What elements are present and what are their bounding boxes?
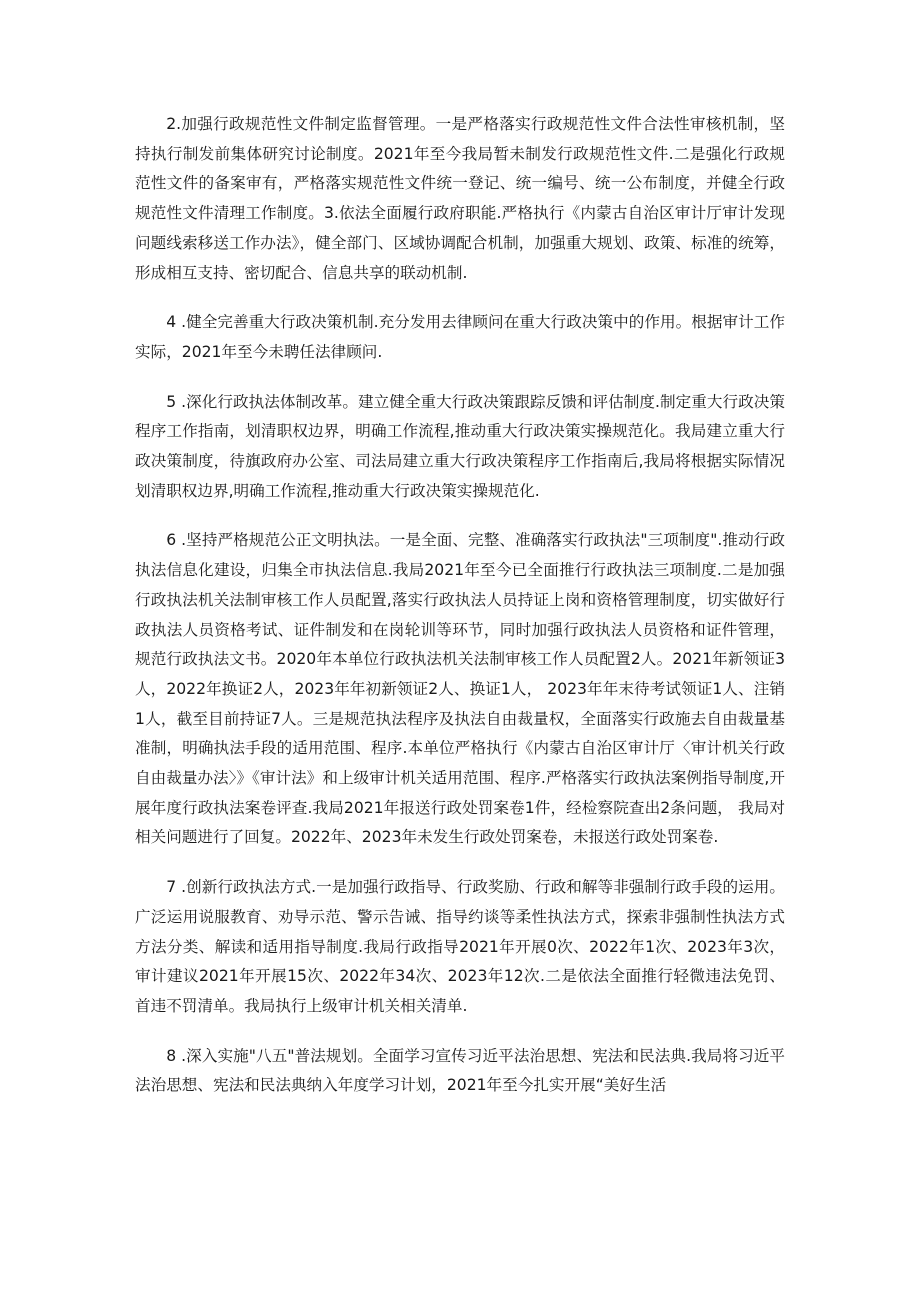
document-body bbox=[135, 110, 785, 1121]
paragraph-5-law-enforcement-reform: 5 .深化行政执法体制改革。建立健全重大行政决策跟踪反馈和评估制度.制定重大行政决策程序工作指南，划清职权边界，明确工作流程,推动重大行政决策实操规范化。我局建立重大行政决策制度，待旗政府办公室、司法局建立重大行政决策程序工作指南后,我局将根据实际情况划清职权边界,明确工作流程,推动重大行政决策实操规范化. bbox=[135, 392, 785, 500]
paragraph-6-strict-enforcement: 6 .坚持严格规范公正文明执法。一是全面、完整、准确落实行政执法"三项制度".推动行政执法信息化建设，归集全市执法信息.我局2021年至今已全面推行行政执法三项制度.二是加强行政执法机关法制审核工作人员配置,落实行政执法人员持证上岗和资格管理制度，切实做好行政执法人员资格考试、证件制发和在岗轮训等环节，同时加强行政执法人员资格和证件管理，规范行政执法文书。2020年本单位行政执法机关法制审核工作人员配置2人。2021年新领证3人，2022年换证2人，2023年年初新领证2人、换证1人， 2023年年末待考试领证1人、注销1人，截至目前持证7人。三是规范执法程序及执法自由裁量权，全面落实行政施去自由裁量基准制，明确执法手段的适用范围、程序.本单位严格执行《内蒙古自治区审计厅〈审计机关行政自由裁量办法〉》《审计法》和上级审计机关适用范围、程序.严格落实行政执法案例指导制度,开展年度行政执法案卷评查.我局2021年报送行政处罚案卷1件，经检察院查出2条问题， 我局对相关问题进行了回复。2022年、2023年未发生行政处罚案卷，未报送行政处罚案卷. bbox=[135, 531, 785, 847]
paragraph-7-enforcement-methods: 7 .创新行政执法方式.一是加强行政指导、行政奖励、行政和解等非强制行政手段的运用。广泛运用说服教育、劝导示范、警示告诫、指导约谈等柔性执法方式，探索非强制性执法方式方法分类、解读和适用指导制度.我局行政指导2021年开展0次、2022年1次、2023年3次，审计建议2021年开展15次、2022年34次、2023年12次.二是依法全面推行轻微违法免罚、首违不罚清单。我局执行上级审计机关相关清单. bbox=[135, 878, 785, 1015]
paragraph-2-normative-documents: 2.加强行政规范性文件制定监督管理。一是严格落实行政规范性文件合法性审核机制，坚持执行制发前集体研究讨论制度。2021年至今我局暂未制发行政规范性文件.二是强化行政规范性文件的备案审有，严格落实规范性文件统一登记、统一编号、统一公布制度，并健全行政规范性文件清理工作制度。3.依法全面履行政府职能.严格执行《内蒙古自治区审计厅审计发现问题线索移送工作办法》，健全部门、区域协调配合机制，加强重大规划、政策、标准的统筹，形成相互支持、密切配合、信息共享的联动机制. bbox=[135, 115, 785, 282]
paragraph-8-legal-education: 8 .深入实施"八五"普法规划。全面学习宣传习近平法治思想、宪法和民法典.我局将习近平法治思想、宪法和民法典纳入年度学习计划，2021年至今扎实开展“美好生活 bbox=[135, 1046, 785, 1095]
paragraph-4-decision-mechanism: 4 .健全完善重大行政决策机制.充分发用去律顾问在重大行政决策中的作用。根据审计工作实际，2021年至今未聘任法律顾问. bbox=[135, 313, 785, 361]
